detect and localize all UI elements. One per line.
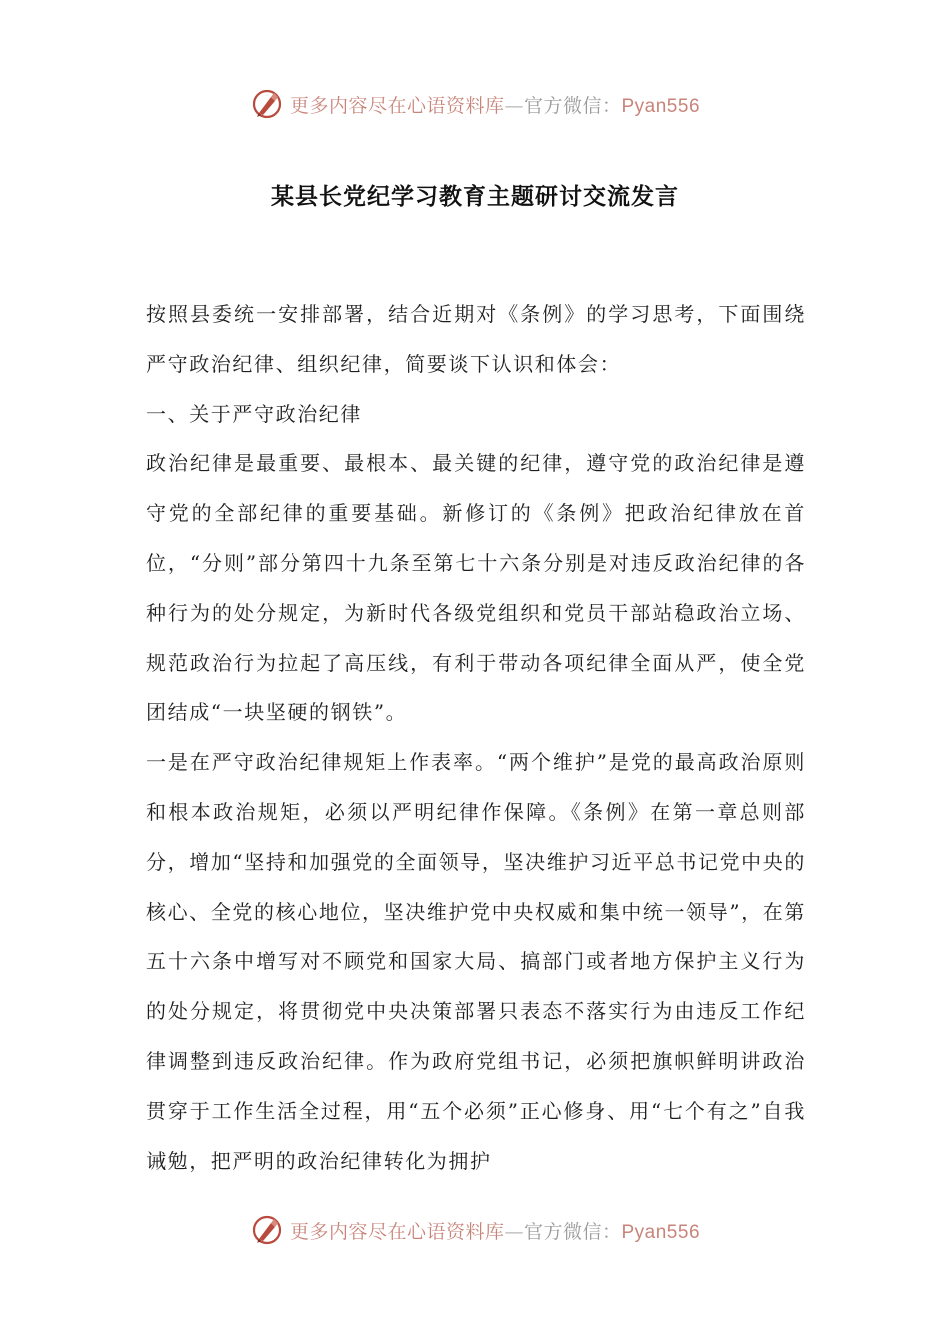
brand-name: 更多内容尽在心语资料库 [289,94,505,117]
wechat-id: Pyan556 [621,95,701,117]
watermark-text [290,91,700,118]
paragraph: 政治纪律是最重要、最根本、最关键的纪律，遵守党的政治纪律是遵守党的全部纪律的重要基础。新修订的《条例》把政治纪律放在首位，“分则”部分第四十九条至第七十六条分别是对违反政治纪律的各种行为的处分规定，为新时代各级党组织和党员干部站稳政治立场、规范政治行为拉起了高压线，有利于带动各项纪律全面从严，使全党团结成“一块坚硬的钢铁”。 [146,451,806,725]
watermark-text [290,1217,700,1244]
brand-separator: — [504,94,524,117]
footer-watermark-banner [0,1210,950,1250]
brand-separator: — [504,1220,524,1243]
document-title: 某县长党纪学习教育主题研讨交流发言 [271,183,679,210]
paragraph-intro: 按照县委统一安排部署，结合近期对《条例》的学习思考，下面围绕严守政治纪律、组织纪律，简要谈下认识和体会： [146,302,806,376]
section-heading: 一、关于严守政治纪律 [146,401,362,426]
wechat-label: 官方微信： [523,1220,622,1243]
wechat-id: Pyan556 [621,1221,701,1243]
brand-name: 更多内容尽在心语资料库 [289,1220,505,1243]
pen-nib-logo-icon [250,87,284,121]
header-watermark-banner [0,84,950,124]
wechat-label: 官方微信： [523,94,622,117]
paragraph: 一是在严守政治纪律规矩上作表率。“两个维护”是党的最高政治原则和根本政治规矩，必须以严明纪律作保障。《条例》在第一章总则部分，增加“坚持和加强党的全面领导，坚决维护习近平总书记党中央的核心、全党的核心地位，坚决维护党中央权威和集中统一领导”，在第五十六条中增写对不顾党和国家大局、搞部门或者地方保护主义行为的处分规定，将贯彻党中央决策部署只表态不落实行为由违反工作纪律调整到违反政治纪律。作为政府党组书记，必须把旗帜鲜明讲政治贯穿于工作生活全过程，用“五个必须”正心修身、用“七个有之”自我诫勉，把严明的政治纪律转化为拥护 [146,750,806,1173]
document-body [146,290,806,1186]
pen-nib-logo-icon [250,1213,284,1247]
